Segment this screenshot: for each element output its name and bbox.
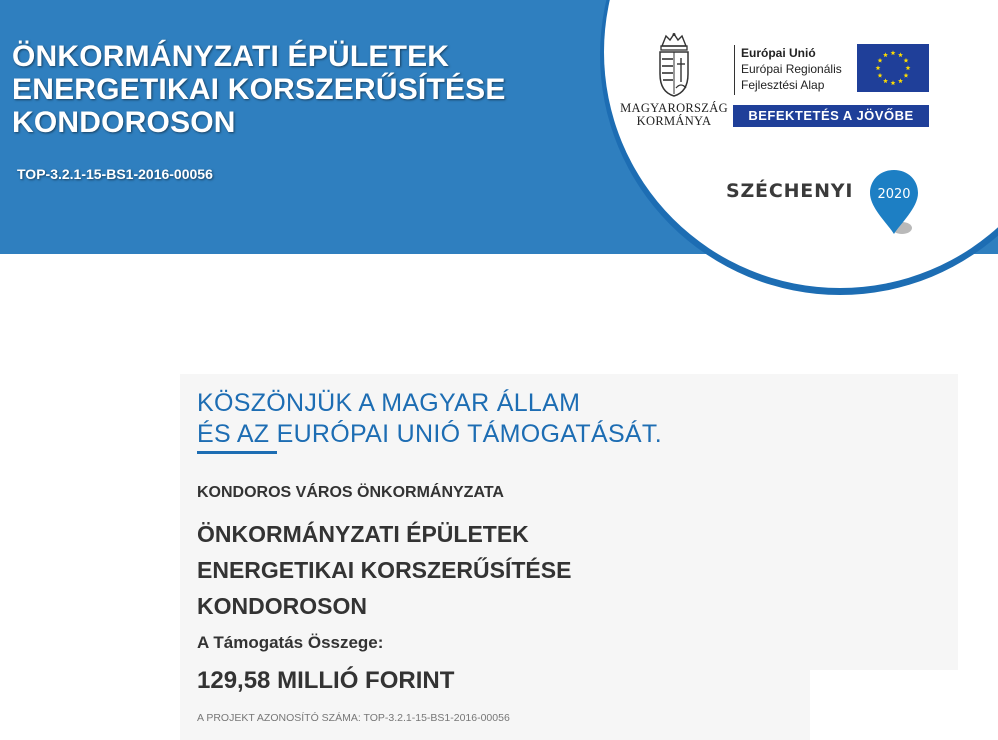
eu-star bbox=[906, 65, 911, 70]
eu-slogan-bar: BEFEKTETÉS A JÖVŐBE bbox=[733, 105, 929, 127]
eu-logo-text bbox=[741, 45, 842, 93]
project-title-line: ENERGETIKAI KORSZERŰSÍTÉSE bbox=[197, 557, 572, 583]
eu-star bbox=[891, 80, 896, 85]
thanks-heading bbox=[197, 388, 797, 450]
support-label: A Támogatás Összege: bbox=[197, 633, 384, 652]
logo-divider bbox=[734, 45, 735, 95]
eu-star bbox=[904, 58, 909, 63]
szechenyi-year: 2020 bbox=[877, 187, 911, 202]
support-amount: 129,58 MILLIÓ FORINT bbox=[197, 667, 455, 694]
project-title-line: KONDOROSON bbox=[197, 593, 367, 619]
header-title-line: ENERGETIKAI KORSZERŰSÍTÉSE bbox=[12, 73, 506, 106]
government-logo-line: MAGYARORSZÁG bbox=[620, 101, 728, 115]
government-logo-line: KORMÁNYA bbox=[636, 114, 712, 128]
header-project-code: TOP-3.2.1-15-BS1-2016-00056 bbox=[17, 166, 213, 182]
szechenyi-logo-text: SZÉCHENYI bbox=[726, 180, 854, 202]
eu-star bbox=[878, 73, 883, 78]
project-title-line: ÖNKORMÁNYZATI ÉPÜLETEK bbox=[197, 521, 529, 547]
eu-logo-line: Európai Unió bbox=[741, 46, 816, 60]
eu-star bbox=[898, 78, 903, 83]
thanks-line: KÖSZÖNJÜK A MAGYAR ÁLLAM bbox=[197, 389, 581, 417]
government-logo bbox=[620, 32, 728, 132]
eu-star bbox=[891, 50, 896, 55]
project-id: A PROJEKT AZONOSÍTÓ SZÁMA: TOP-3.2.1-15-BS1-2016-00056 bbox=[197, 712, 510, 724]
eu-star bbox=[883, 78, 888, 83]
header-title bbox=[12, 40, 572, 139]
eu-star bbox=[898, 52, 903, 57]
map-pin-icon bbox=[868, 168, 920, 238]
thanks-line: ÉS AZ EURÓPAI UNIÓ TÁMOGATÁSÁT. bbox=[197, 420, 662, 448]
header-title-line: ÖNKORMÁNYZATI ÉPÜLETEK bbox=[12, 40, 450, 73]
eu-star bbox=[883, 52, 888, 57]
header-title-line: KONDOROSON bbox=[12, 106, 236, 139]
eu-star bbox=[904, 73, 909, 78]
eu-logo-line: Fejlesztési Alap bbox=[741, 78, 825, 92]
eu-star bbox=[876, 65, 881, 70]
government-logo-text bbox=[620, 102, 728, 128]
eu-flag-stars bbox=[857, 44, 929, 92]
eu-star bbox=[878, 58, 883, 63]
beneficiary-name: KONDOROS VÁROS ÖNKORMÁNYZATA bbox=[197, 484, 504, 501]
hungarian-coat-of-arms-icon bbox=[654, 32, 694, 98]
eu-logo-line: Európai Regionális bbox=[741, 62, 842, 76]
project-title bbox=[197, 516, 571, 624]
heading-underline bbox=[197, 451, 277, 454]
eu-flag-icon bbox=[857, 44, 929, 92]
